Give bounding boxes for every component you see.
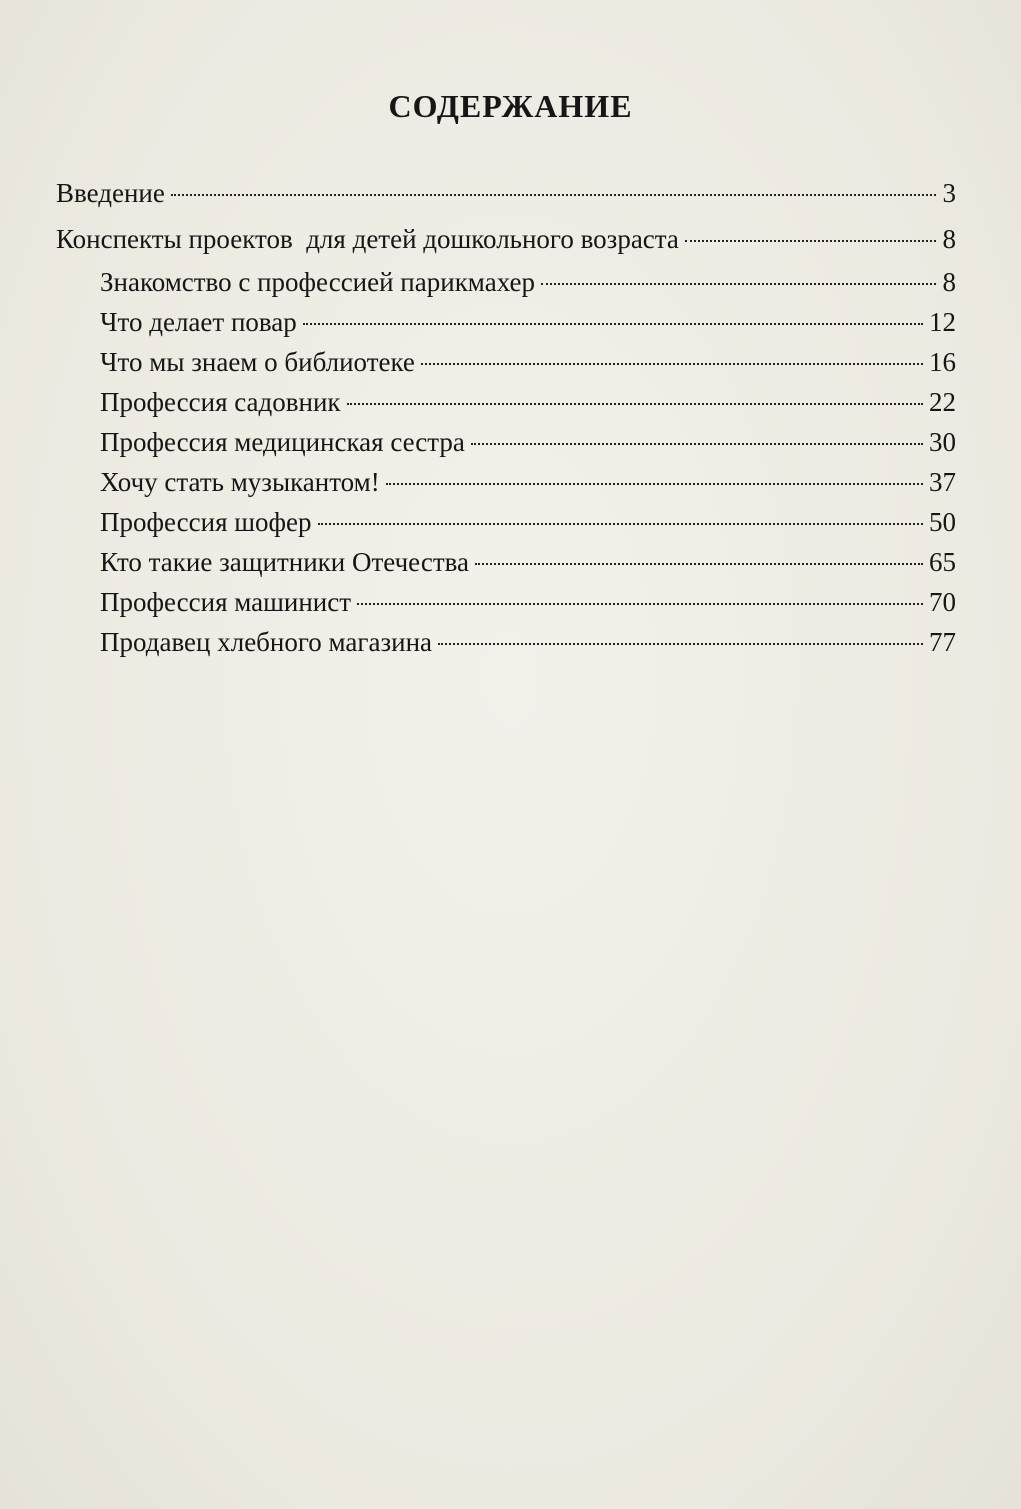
toc-entry-project-notes bbox=[56, 216, 956, 262]
toc-entry bbox=[56, 342, 956, 382]
toc-entry-page: 12 bbox=[929, 307, 956, 337]
toc-leader-dots bbox=[171, 194, 936, 196]
toc-entry bbox=[56, 502, 956, 542]
toc-entry-page: 37 bbox=[929, 467, 956, 497]
toc-entry-title: Профессия машинист bbox=[100, 587, 352, 617]
toc-leader-dots bbox=[357, 603, 923, 605]
toc-entry bbox=[56, 302, 956, 342]
toc-entry-title: Профессия медицинская сестра bbox=[100, 427, 465, 457]
toc-leader-dots bbox=[438, 643, 923, 645]
toc-entry bbox=[56, 462, 956, 502]
toc-entry bbox=[56, 622, 956, 662]
toc-entry-title: Что мы знаем о библиотеке bbox=[100, 347, 415, 377]
toc-entry bbox=[56, 382, 956, 422]
toc-leader-dots bbox=[386, 483, 923, 485]
toc-leader-dots bbox=[685, 240, 936, 242]
toc-entry-page: 70 bbox=[929, 587, 956, 617]
toc-entry-page: 65 bbox=[929, 547, 956, 577]
toc-leader-dots bbox=[471, 443, 923, 445]
toc-entry bbox=[56, 542, 956, 582]
toc-leader-dots bbox=[318, 523, 923, 525]
toc-entry-title: Профессия садовник bbox=[100, 387, 341, 417]
toc-entry-title: Конспекты проектов для детей дошкольного возраста bbox=[56, 224, 679, 254]
toc-entry-page: 8 bbox=[942, 224, 956, 254]
toc-entry-title: Продавец хлебного магазина bbox=[100, 627, 433, 657]
toc-entry-page: 30 bbox=[929, 427, 956, 457]
toc-entry-page: 22 bbox=[929, 387, 956, 417]
toc-leader-dots bbox=[421, 363, 923, 365]
toc-entry-title: Кто такие защитники Отечества bbox=[100, 547, 469, 577]
table-of-contents bbox=[56, 170, 956, 662]
toc-leader-dots bbox=[303, 323, 923, 325]
toc-entry bbox=[56, 262, 956, 302]
toc-entry bbox=[56, 582, 956, 622]
toc-leader-dots bbox=[475, 563, 923, 565]
toc-entry-page: 77 bbox=[929, 627, 956, 657]
toc-entry-title: Что делает повар bbox=[100, 307, 297, 337]
toc-entry-title: Введение bbox=[56, 178, 165, 208]
toc-entry-title: Знакомство с профессией парикмахер bbox=[100, 267, 536, 297]
toc-entry-page: 8 bbox=[942, 267, 956, 297]
toc-entry bbox=[56, 422, 956, 462]
toc-entry-page: 16 bbox=[929, 347, 956, 377]
toc-entry-title: Профессия шофер bbox=[100, 507, 312, 537]
toc-leader-dots bbox=[541, 283, 936, 285]
toc-leader-dots bbox=[347, 403, 923, 405]
toc-entry-introduction bbox=[56, 170, 956, 216]
toc-entry-title: Хочу стать музыкантом! bbox=[100, 467, 380, 497]
toc-entry-page: 3 bbox=[942, 178, 956, 208]
toc-entry-page: 50 bbox=[929, 507, 956, 537]
page-title: СОДЕРЖАНИЕ bbox=[388, 88, 633, 124]
